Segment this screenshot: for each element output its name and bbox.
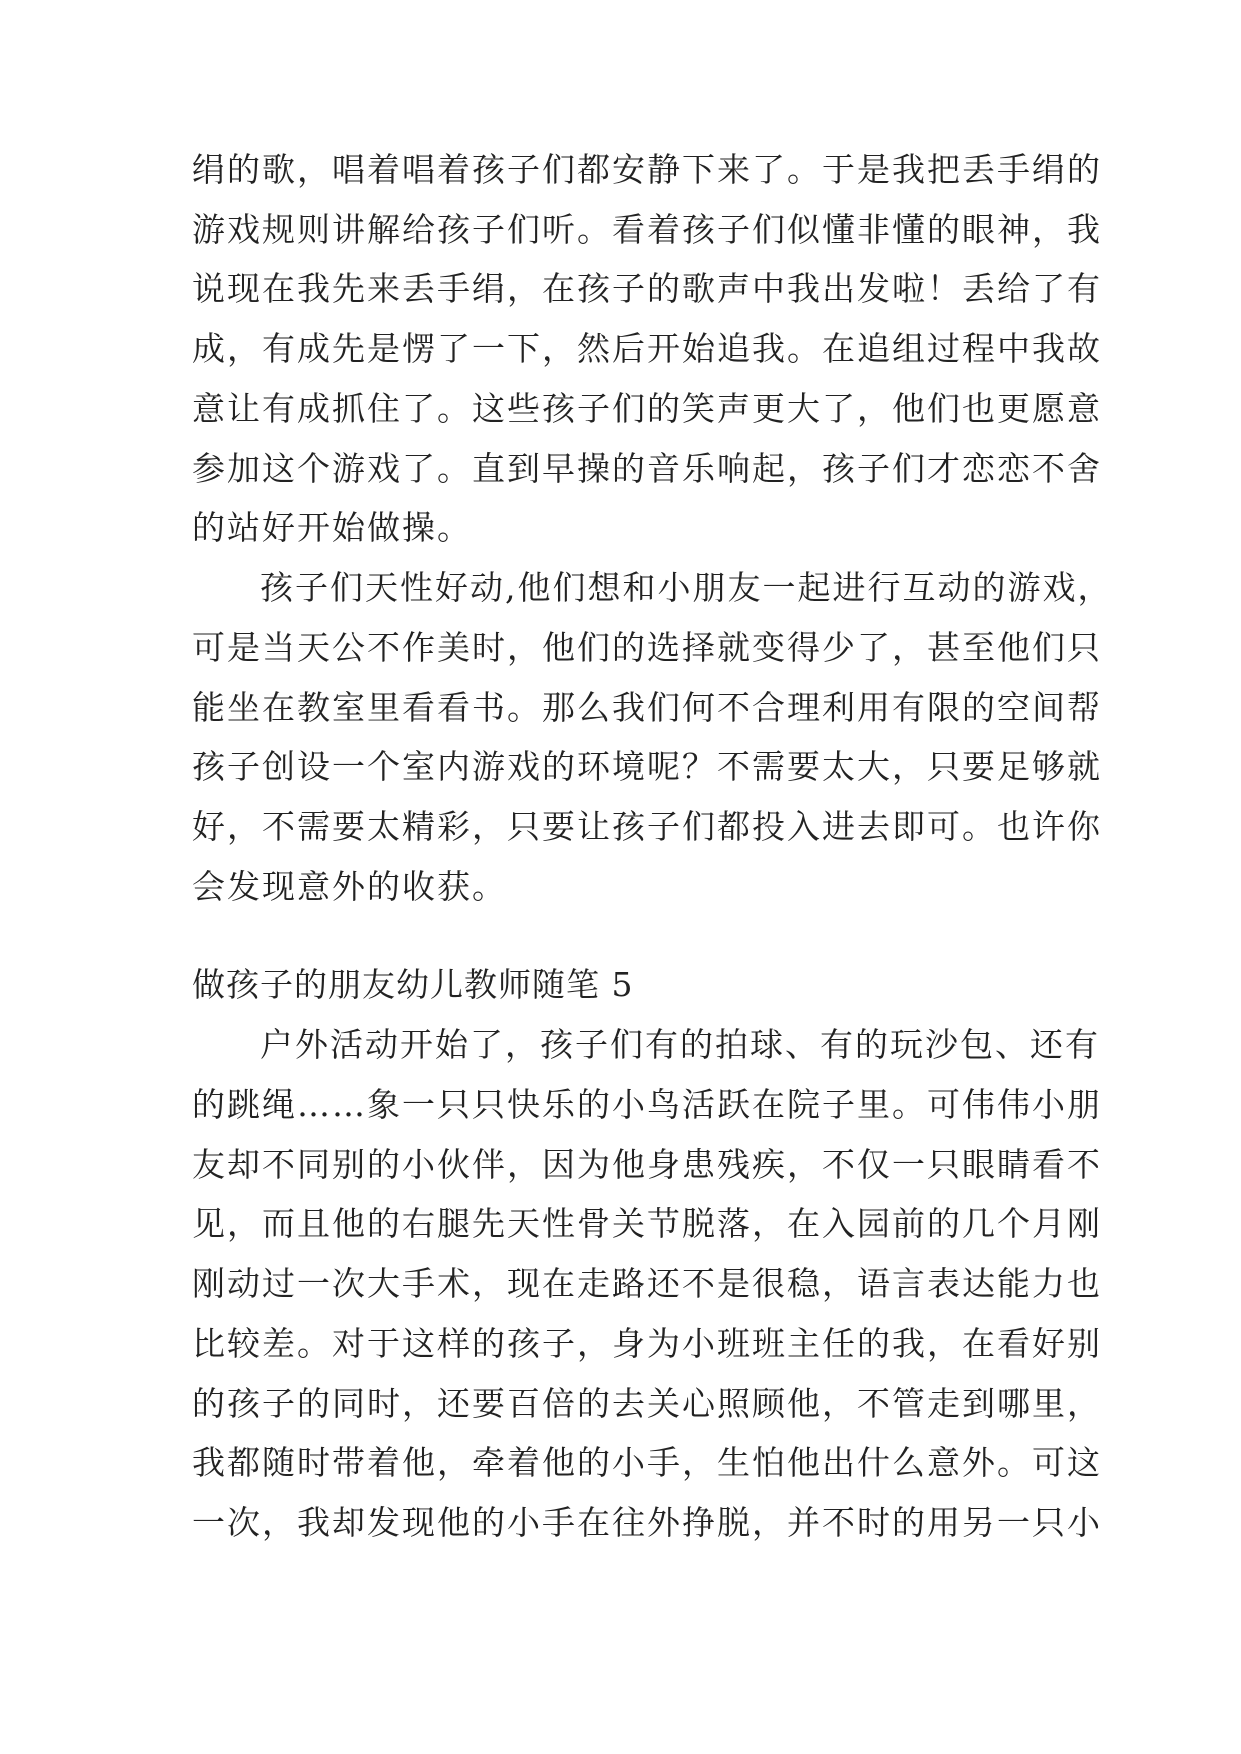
text-line: 绢的歌，唱着唱着孩子们都安静下来了。于是我把丢手绢的 bbox=[192, 150, 1102, 189]
text-line: 成，有成先是愣了一下，然后开始追我。在追组过程中我故 bbox=[192, 329, 1102, 368]
section-heading: 做孩子的朋友幼儿教师随笔 5 bbox=[192, 965, 634, 1004]
text-line: 意让有成抓住了。这些孩子们的笑声更大了，他们也更愿意 bbox=[192, 389, 1102, 428]
text-line: 的站好开始做操。 bbox=[192, 508, 472, 547]
text-line: 户外活动开始了，孩子们有的拍球、有的玩沙包、还有 bbox=[260, 1025, 1100, 1064]
text-line: 我都随时带着他，牵着他的小手，生怕他出什么意外。可这 bbox=[192, 1443, 1102, 1482]
text-line: 参加这个游戏了。直到早操的音乐响起，孩子们才恋恋不舍 bbox=[192, 449, 1102, 488]
text-line: 孩子们天性好动,他们想和小朋友一起进行互动的游戏， bbox=[260, 568, 1113, 607]
text-line: 一次，我却发现他的小手在往外挣脱，并不时的用另一只小 bbox=[192, 1503, 1102, 1542]
text-line: 孩子创设一个室内游戏的环境呢？不需要太大，只要足够就 bbox=[192, 747, 1102, 786]
text-line: 的跳绳……象一只只快乐的小鸟活跃在院子里。可伟伟小朋 bbox=[192, 1085, 1102, 1124]
text-line: 会发现意外的收获。 bbox=[192, 867, 507, 906]
text-line: 的孩子的同时，还要百倍的去关心照顾他，不管走到哪里， bbox=[192, 1384, 1102, 1423]
text-line: 可是当天公不作美时，他们的选择就变得少了，甚至他们只 bbox=[192, 628, 1102, 667]
text-line: 刚动过一次大手术，现在走路还不是很稳，语言表达能力也 bbox=[192, 1264, 1102, 1303]
text-line: 说现在我先来丢手绢，在孩子的歌声中我出发啦！丢给了有 bbox=[192, 269, 1102, 308]
text-line: 好，不需要太精彩，只要让孩子们都投入进去即可。也许你 bbox=[192, 807, 1102, 846]
text-line: 友却不同别的小伙伴，因为他身患残疾，不仅一只眼睛看不 bbox=[192, 1145, 1102, 1184]
text-line: 能坐在教室里看看书。那么我们何不合理利用有限的空间帮 bbox=[192, 688, 1102, 727]
text-line: 游戏规则讲解给孩子们听。看着孩子们似懂非懂的眼神，我 bbox=[192, 210, 1102, 249]
text-line: 比较差。对于这样的孩子，身为小班班主任的我，在看好别 bbox=[192, 1324, 1102, 1363]
text-line: 见，而且他的右腿先天性骨关节脱落，在入园前的几个月刚 bbox=[192, 1204, 1102, 1243]
